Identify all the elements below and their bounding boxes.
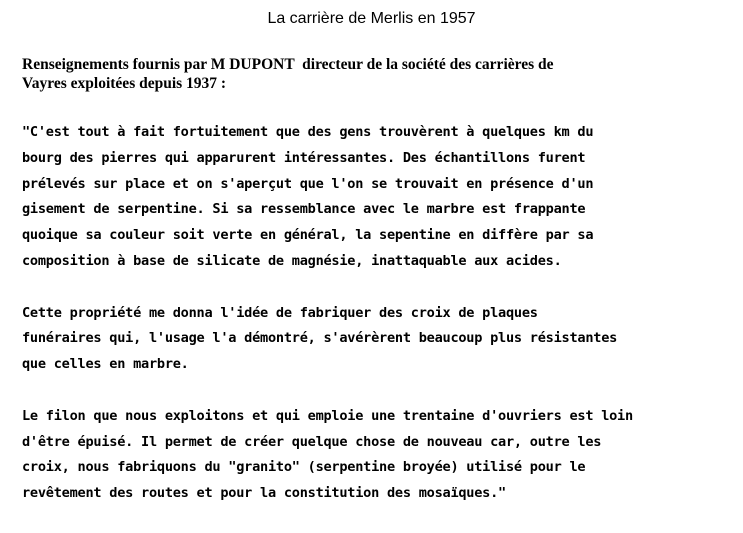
text-line: funéraires qui, l'usage l'a démontré, s'avérèrent beaucoup plus résistantes [22, 330, 618, 347]
text-line: "C'est tout à fait fortuitement que des gens trouvèrent à quelques km du [22, 124, 594, 140]
text-line: d'être épuisé. Il permet de créer quelque chose de nouveau car, outre les [22, 433, 602, 450]
text-line: quoique sa couleur soit verte en général, la sepentine en diffère par sa [22, 227, 594, 244]
text-line: que celles en marbre. [22, 356, 189, 373]
text-line: gisement de serpentine. Si sa ressemblance avec le marbre est frappante [22, 201, 586, 218]
text-line: bourg des pierres qui apparurent intéressantes. Des échantillons furent [22, 149, 586, 166]
document-title: La carrière de Merlis en 1957 [267, 10, 476, 27]
text-line: Le filon que nous exploitons et qui emploie une trentaine d'ouvriers est loin [22, 407, 633, 424]
text-line: Cette propriété me donna l'idée de fabriquer des croix de plaques [22, 304, 538, 321]
source-line: Vayres exploitées depuis 1937 : [22, 75, 227, 92]
text-line: croix, nous fabriquons du "granito" (serpentine broyée) utilisé pour le [22, 459, 586, 476]
text-line: prélevés sur place et on s'aperçut que l'on se trouvait en présence d'un [22, 175, 594, 192]
paragraph-2 [22, 301, 732, 378]
paragraph-1 [22, 120, 732, 275]
text-line: revêtement des routes et pour la constitution des mosaïques." [22, 485, 506, 502]
source-line: Renseignements fournis par M DUPONT directeur de la société des carrières de [22, 56, 554, 73]
paragraph-3 [22, 404, 732, 507]
quote-body [22, 120, 732, 533]
text-line: composition à base de silicate de magnésie, inattaquable aux acides. [22, 252, 562, 269]
source-attribution [22, 55, 722, 93]
